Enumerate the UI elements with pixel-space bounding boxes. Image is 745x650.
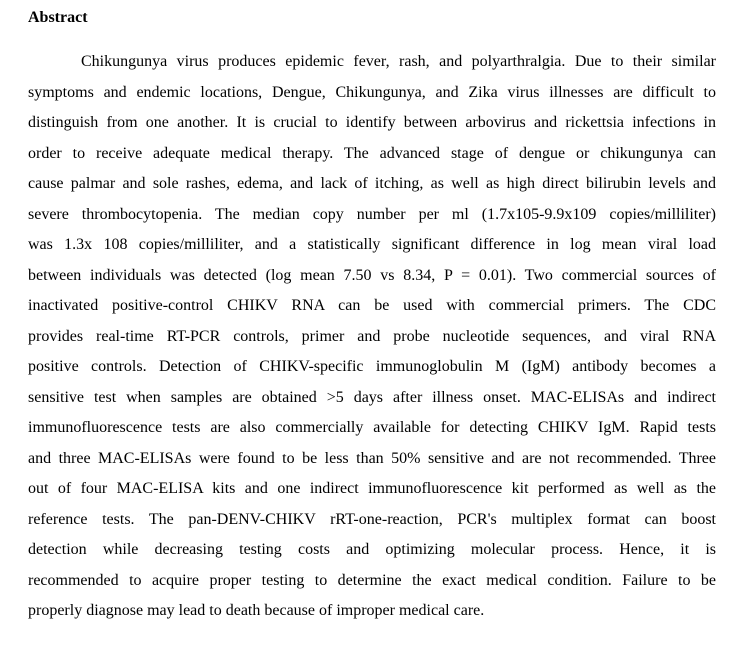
abstract-line: recommended to acquire proper testing to determine the exact medical condition. Failure to be (28, 571, 716, 589)
abstract-line: out of four MAC-ELISA kits and one indirect immunofluorescence kit performed as well as the (28, 480, 716, 497)
abstract-line: order to receive adequate medical therapy. The advanced stage of dengue or chikungunya can (28, 144, 716, 162)
abstract-line: provides real-time RT-PCR controls, primer and probe nucleotide sequences, and viral RNA (28, 327, 716, 345)
abstract-line: symptoms and endemic locations, Dengue, Chikungunya, and Zika virus illnesses are difficult to (28, 83, 716, 101)
abstract-line: between individuals was detected (log mean 7.50 vs 8.34, P = 0.01). Two commercial sources of (28, 266, 716, 284)
abstract-line: inactivated positive-control CHIKV RNA can be used with commercial primers. The CDC (28, 297, 716, 314)
abstract-line: detection while decreasing testing costs and optimizing molecular process. Hence, it is (28, 541, 716, 558)
abstract-line: sensitive test when samples are obtained >5 days after illness onset. MAC-ELISAs and indirect (28, 388, 716, 406)
abstract-line: and three MAC-ELISAs were found to be less than 50% sensitive and are not recommended. Three (28, 449, 716, 467)
abstract-line: was 1.3x 108 copies/milliliter, and a statistically significant difference in log mean viral load (28, 236, 716, 253)
abstract-line: Chikungunya virus produces epidemic fever, rash, and polyarthralgia. Due to their similar (81, 53, 716, 70)
abstract-line: reference tests. The pan-DENV-CHIKV rRT-one-reaction, PCR's multiplex format can boost (28, 510, 716, 528)
abstract-line: positive controls. Detection of CHIKV-specific immunoglobulin M (IgM) antibody becomes a (28, 358, 716, 375)
abstract-line: severe thrombocytopenia. The median copy number per ml (1.7x105-9.9x109 copies/milliliter) (28, 205, 716, 223)
abstract-paragraph (28, 47, 716, 627)
abstract-line: cause palmar and sole rashes, edema, and lack of itching, as well as high direct bilirubin levels and (28, 175, 716, 192)
abstract-heading: Abstract (28, 9, 88, 26)
abstract-line: distinguish from one another. It is crucial to identify between arbovirus and rickettsia infections in (28, 114, 716, 131)
abstract-line: immunofluorescence tests are also commercially available for detecting CHIKV IgM. Rapid tests (28, 419, 716, 436)
abstract-line: properly diagnose may lead to death because of improper medical care. (28, 602, 485, 619)
abstract-section (28, 0, 716, 650)
